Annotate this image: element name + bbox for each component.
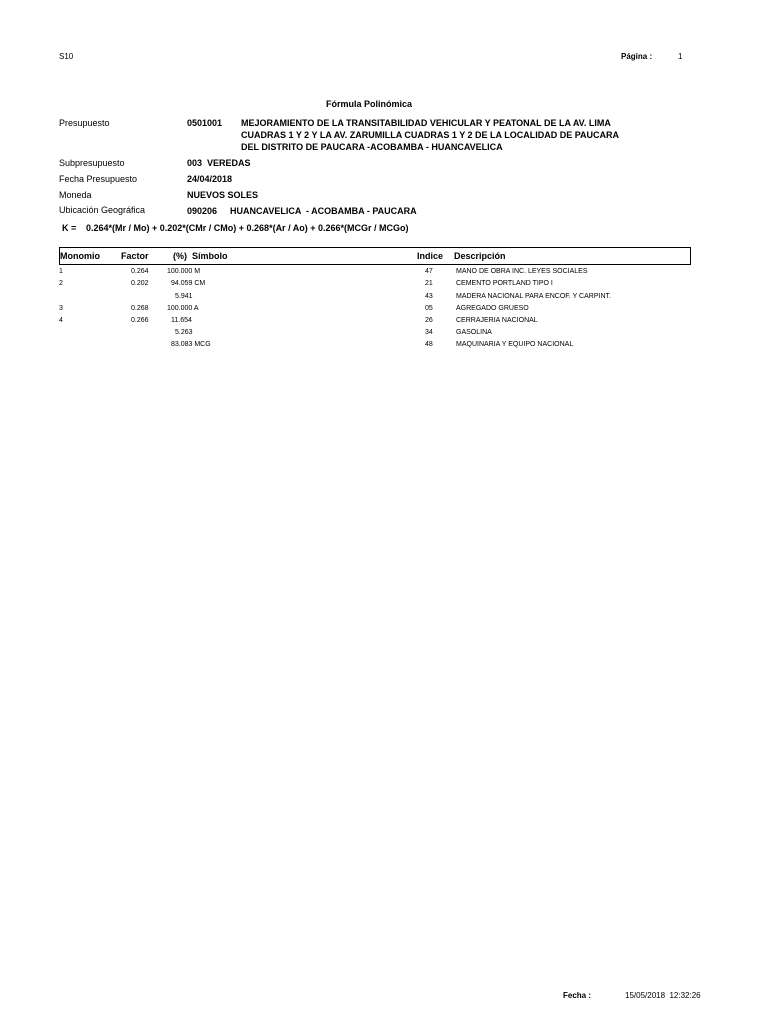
header-factor: Factor bbox=[121, 251, 149, 261]
ubicacion-value: HUANCAVELICA - ACOBAMBA - PAUCARA bbox=[230, 206, 417, 216]
table-row bbox=[0, 305, 768, 317]
table-row bbox=[0, 268, 768, 280]
ubicacion-label: Ubicación Geográfica bbox=[59, 205, 146, 215]
cell-descripcion: MANO DE OBRA INC. LEYES SOCIALES bbox=[456, 268, 588, 275]
cell-pct: 83.083 MCG bbox=[171, 341, 211, 348]
cell-indice: 47 bbox=[425, 268, 433, 275]
presupuesto-label: Presupuesto bbox=[59, 118, 110, 128]
cell-indice: 05 bbox=[425, 305, 433, 312]
cell-indice: 43 bbox=[425, 293, 433, 300]
header-pct-simbolo: (%) Símbolo bbox=[173, 251, 228, 261]
presupuesto-code: 0501001 bbox=[187, 118, 223, 128]
cell-factor: 0.268 bbox=[131, 305, 149, 312]
moneda-label: Moneda bbox=[59, 190, 92, 200]
cell-monomio: 4 bbox=[59, 317, 63, 324]
cell-descripcion: MADERA NACIONAL PARA ENCOF. Y CARPINT. bbox=[456, 293, 611, 300]
cell-factor: 0.266 bbox=[131, 317, 149, 324]
table-row bbox=[0, 317, 768, 329]
cell-factor: 0.202 bbox=[131, 280, 149, 287]
header-indice: Indice bbox=[417, 251, 444, 261]
cell-pct: 5.941 bbox=[175, 293, 193, 300]
table-row bbox=[0, 280, 768, 292]
cell-indice: 26 bbox=[425, 317, 433, 324]
table-row bbox=[0, 329, 768, 341]
fecha-presupuesto-value: 24/04/2018 bbox=[187, 174, 233, 184]
cell-indice: 34 bbox=[425, 329, 433, 336]
cell-monomio: 1 bbox=[59, 268, 63, 275]
moneda-value: NUEVOS SOLES bbox=[187, 190, 259, 200]
header-descripcion: Descripción bbox=[454, 251, 506, 261]
table-row bbox=[0, 341, 768, 353]
page-title: Fórmula Polinómica bbox=[326, 99, 413, 109]
cell-monomio: 2 bbox=[59, 280, 63, 287]
header-monomio: Monomio bbox=[60, 251, 100, 261]
presupuesto-desc-line-2: CUADRAS 1 Y 2 Y LA AV. ZARUMILLA CUADRAS 1 Y 2 DE LA LOCALIDAD DE PAUCARA bbox=[241, 130, 620, 140]
cell-pct: 100.000 A bbox=[167, 305, 199, 312]
formula-label: K = bbox=[62, 223, 77, 233]
table-row bbox=[0, 293, 768, 305]
cell-descripcion: MAQUINARIA Y EQUIPO NACIONAL bbox=[456, 341, 574, 348]
cell-pct: 100.000 M bbox=[167, 268, 201, 275]
ubicacion-code: 090206 bbox=[187, 206, 218, 216]
formula-expression: 0.264*(Mr / Mo) + 0.202*(CMr / CMo) + 0.268*(Ar / Ao) + 0.266*(MCGr / MCGo) bbox=[86, 223, 409, 233]
page-number: 1 bbox=[678, 52, 683, 61]
subpresupuesto-value: 003 VEREDAS bbox=[187, 158, 251, 168]
table-header bbox=[59, 247, 691, 265]
cell-pct: 94.059 CM bbox=[171, 280, 206, 287]
cell-descripcion: GASOLINA bbox=[456, 329, 492, 336]
cell-monomio: 3 bbox=[59, 305, 63, 312]
cell-indice: 48 bbox=[425, 341, 433, 348]
cell-descripcion: CERRAJERIA NACIONAL bbox=[456, 317, 538, 324]
presupuesto-desc-line-3: DEL DISTRITO DE PAUCARA -ACOBAMBA - HUANCAVELICA bbox=[241, 142, 503, 152]
footer-fecha-value: 15/05/2018 12:32:26 bbox=[625, 991, 701, 1000]
presupuesto-desc-line-1: MEJORAMIENTO DE LA TRANSITABILIDAD VEHICULAR Y PEATONAL DE LA AV. LIMA bbox=[241, 118, 611, 128]
cell-indice: 21 bbox=[425, 280, 433, 287]
report-code: S10 bbox=[59, 52, 74, 61]
cell-descripcion: AGREGADO GRUESO bbox=[456, 305, 529, 312]
cell-pct: 5.263 bbox=[175, 329, 193, 336]
cell-factor: 0.264 bbox=[131, 268, 149, 275]
cell-descripcion: CEMENTO PORTLAND TIPO I bbox=[456, 280, 553, 287]
cell-pct: 11.654 bbox=[171, 317, 192, 324]
page-label: Página : bbox=[621, 52, 653, 61]
fecha-presupuesto-label: Fecha Presupuesto bbox=[59, 174, 138, 184]
subpresupuesto-label: Subpresupuesto bbox=[59, 158, 125, 168]
footer-fecha-label: Fecha : bbox=[563, 991, 592, 1000]
